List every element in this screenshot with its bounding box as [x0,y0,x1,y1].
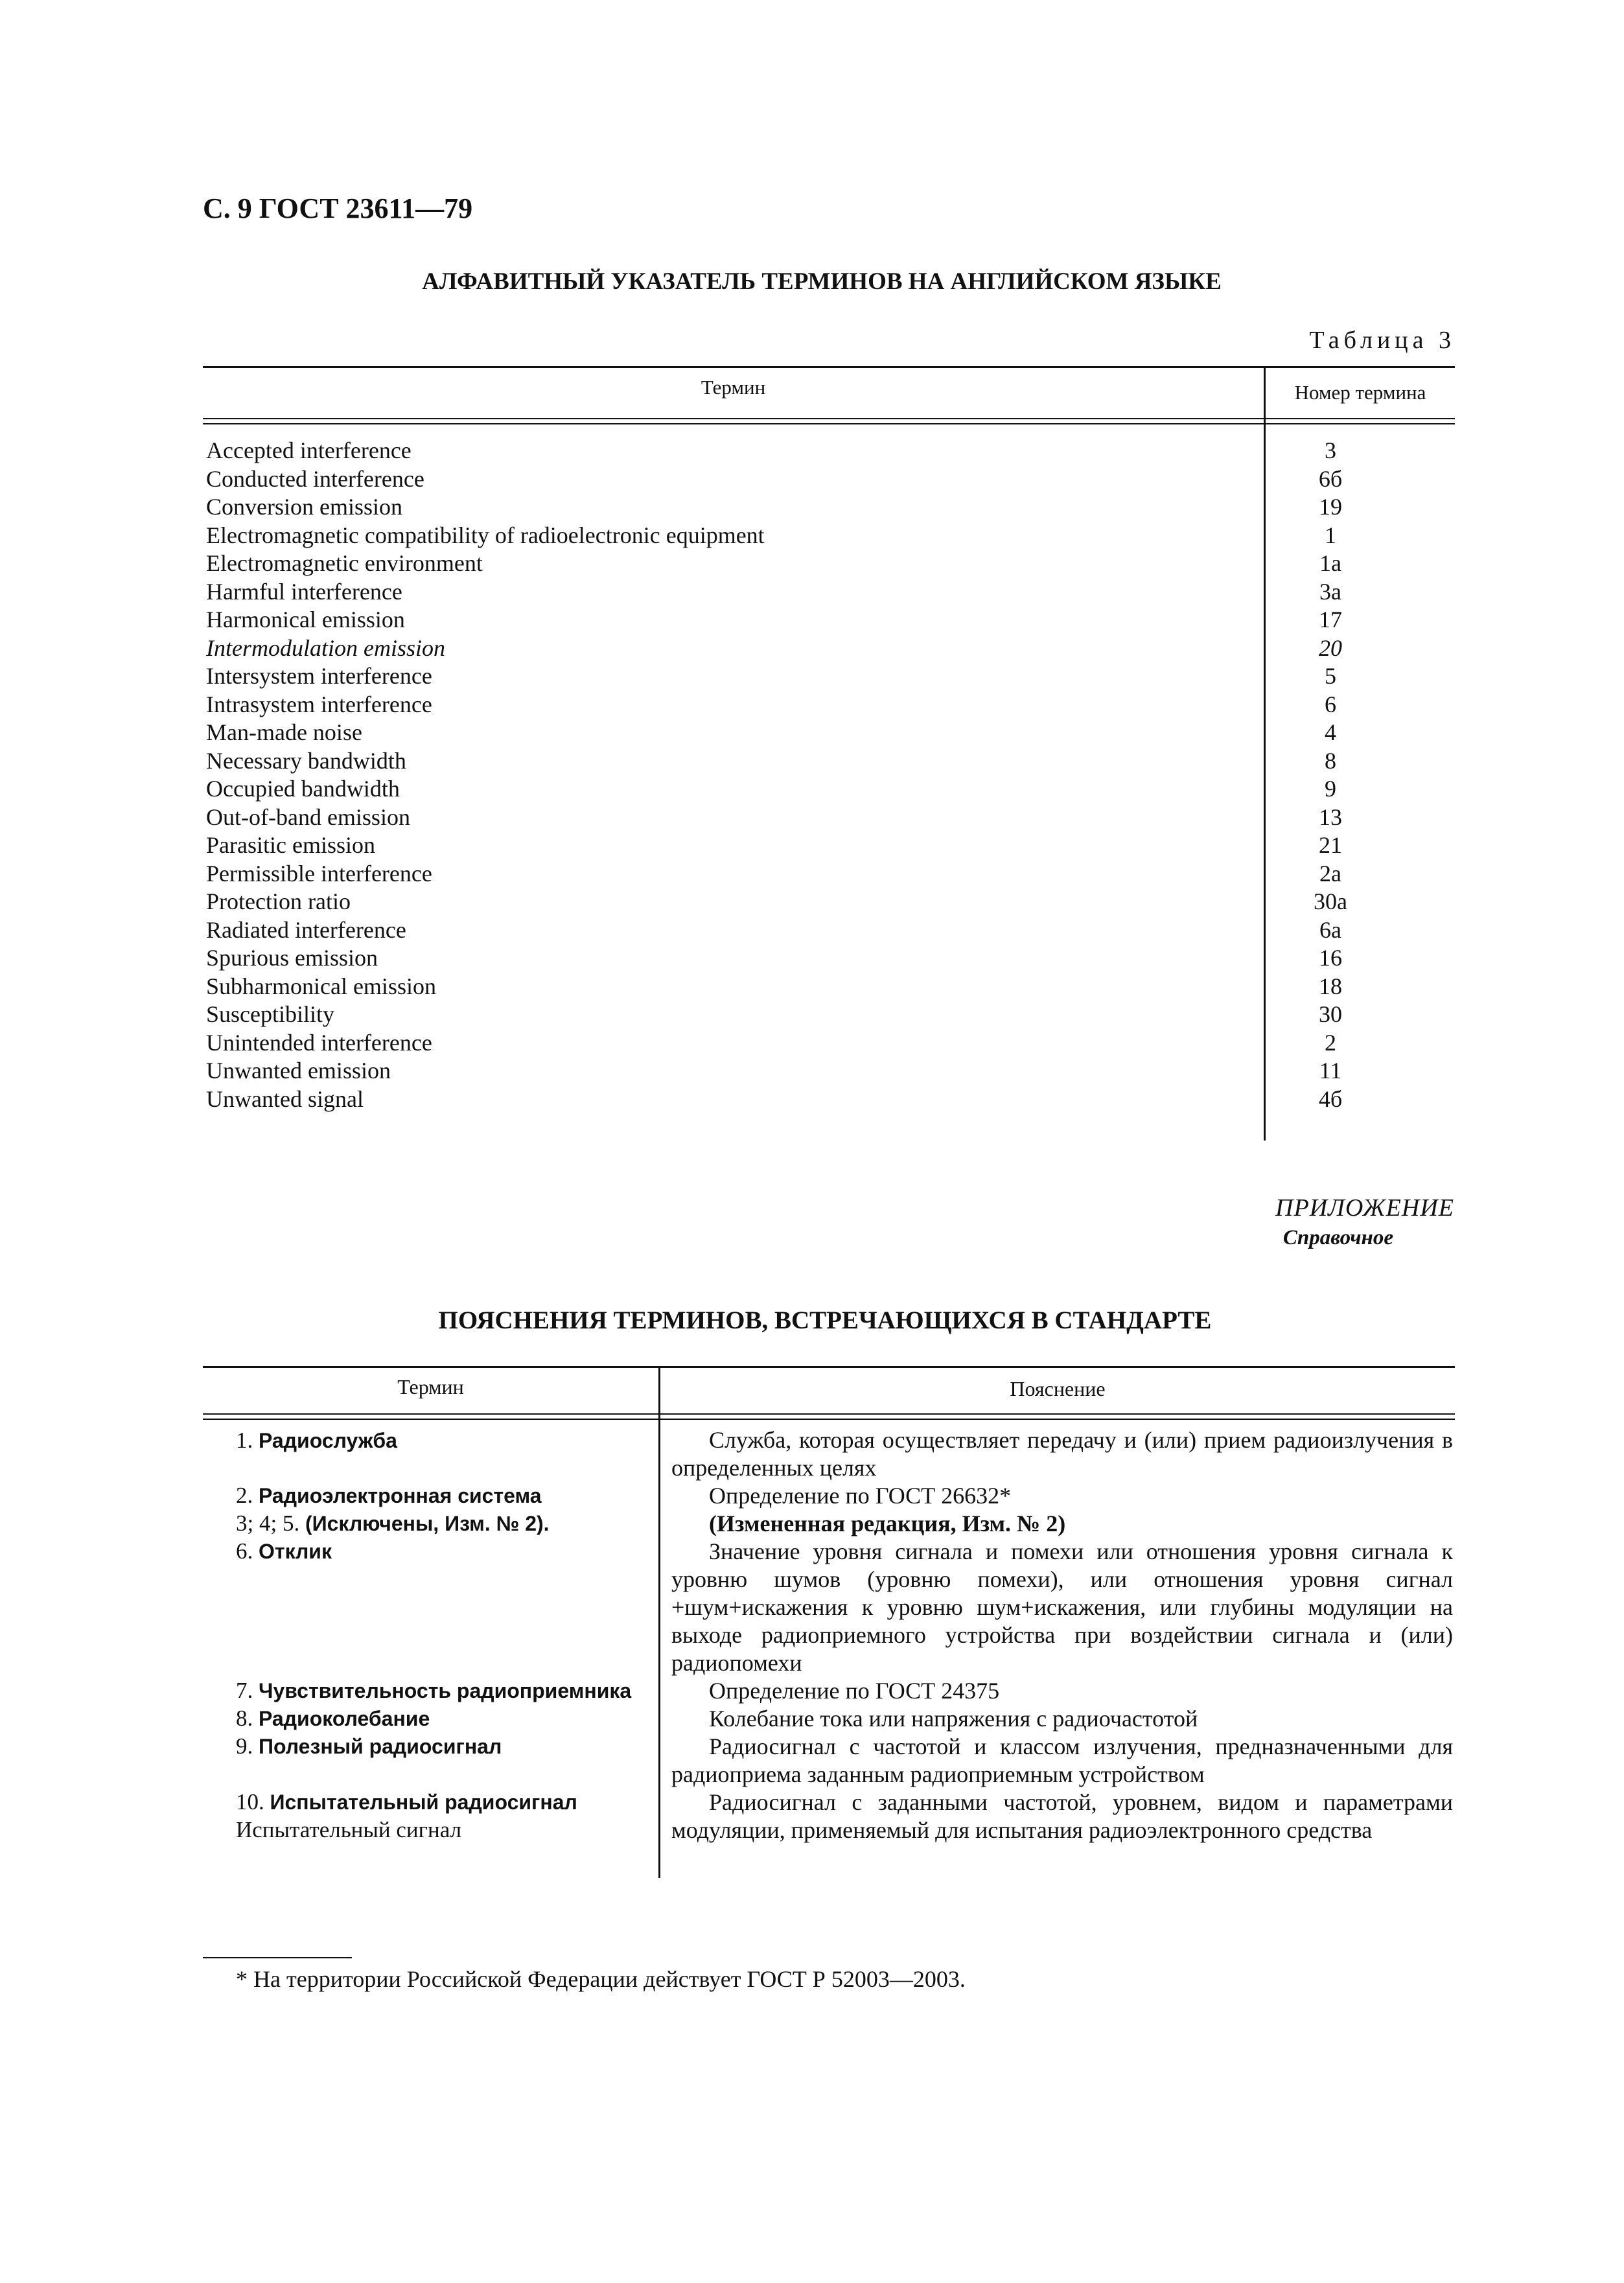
table-row-term: Susceptibility [206,1001,334,1027]
table3-header-number: Номер термина [1294,381,1426,404]
table-row-number: 5 [1325,663,1336,689]
explanation-term [236,1538,332,1564]
table-row-term: Unwanted emission [206,1058,391,1084]
table-row-number: 17 [1319,607,1342,632]
explanation-term-alt: Испытательный сигнал [236,1817,462,1842]
explanation-text: Определение по ГОСТ 24375 [709,1678,1000,1704]
term-name: Чувствительность радиоприемника [259,1679,632,1702]
table-row-term: Electromagnetic compatibility of radioelectronic equipment [206,522,765,548]
table-row-number: 6б [1318,465,1343,492]
explanation-term [236,1789,577,1815]
footnote: * На территории Российской Федерации действует ГОСТ Р 52003—2003. [236,1966,966,1992]
table-label: Таблица 3 [1309,327,1456,354]
explanation-term [236,1706,430,1732]
term-number: 6. [236,1538,253,1564]
table-row-number: 21 [1319,832,1342,858]
table-row-term: Harmonical emission [206,607,405,632]
table-row-number: 4б [1318,1085,1343,1112]
index-title: АЛФАВИТНЫЙ УКАЗАТЕЛЬ ТЕРМИНОВ НА АНГЛИЙСКОМ ЯЗЫКЕ [422,268,1222,295]
table3-header-rule [203,418,1455,424]
explanation-term [236,1428,397,1454]
explanation-term [236,1733,502,1759]
term-name: Испытательный радиосигнал [270,1790,577,1814]
table-row-term: Conversion emission [206,494,402,520]
table-row-number: 6а [1319,916,1341,943]
explanation-term [236,1483,542,1509]
table-row-term: Electromagnetic environment [206,550,483,576]
table-row-number: 6 [1325,691,1336,717]
table-row-term: Occupied bandwidth [206,776,400,802]
table-row-term: Out-of-band emission [206,804,410,830]
table-row-term: Intrasystem interference [206,691,432,717]
table-row-term: Permissible interference [206,860,432,887]
table-row-term: Intermodulation emission [206,634,445,661]
explanations-column-divider [658,1366,660,1878]
table-row-number: 2а [1319,860,1341,887]
table-row-number: 1 [1325,522,1336,548]
table-row-term: Protection ratio [206,888,351,914]
table3-header-term: Термин [701,376,766,399]
explanation-term [236,1678,631,1704]
term-number: 2. [236,1483,253,1508]
term-name: Радиоколебание [259,1707,430,1730]
explanations-header-term: Термин [397,1375,464,1398]
term-name: Отклик [259,1540,332,1563]
term-name: Радиоэлектронная система [259,1484,542,1507]
table-row-number: 9 [1325,776,1336,802]
table-row-term: Intersystem interference [206,663,432,689]
appendix-sublabel: Справочное [1282,1226,1393,1249]
table-row-term: Radiated interference [206,916,406,943]
appendix-label: ПРИЛОЖЕНИЕ [1275,1194,1454,1222]
explanations-header-rule [203,1413,1455,1420]
term-number: 1. [236,1428,253,1453]
explanation-text: Колебание тока или напряжения с радиочастотой [709,1706,1198,1732]
table3-numbers [1266,437,1395,1113]
table-row-number: 4 [1325,719,1336,745]
table-row-term: Unintended interference [206,1029,432,1056]
table-row-term: Necessary bandwidth [206,747,406,774]
table-row-number: 11 [1319,1058,1342,1084]
explanation-text: Определение по ГОСТ 26632* [709,1483,1012,1509]
table-row-number: 30а [1314,888,1347,914]
explanations-top-rule [203,1366,1455,1368]
table-row-number: 16 [1319,945,1342,971]
term-name: (Исключены, Изм. № 2). [305,1512,550,1535]
table-row-term: Accepted interference [206,437,412,463]
term-number: 10. [236,1789,264,1814]
table-row-number: 3 [1325,437,1336,463]
table-row-number: 19 [1319,494,1342,520]
table-row-term: Spurious emission [206,945,378,971]
table-row-number: 8 [1325,747,1336,774]
table-row-number: 18 [1319,973,1342,999]
term-number: 7. [236,1678,253,1703]
term-name: Полезный радиосигнал [259,1735,502,1758]
table-row-number: 1а [1319,550,1341,576]
table-row-number: 20 [1319,634,1342,661]
explanation-text: Радиосигнал с заданными частотой, уровнем, видом и параметрами модуляции, применяемый для испытания радиоэлектронного средства [671,1789,1453,1843]
term-number: 3; 4; 5. [236,1511,300,1536]
table3-terms [206,437,1262,1113]
table-row-term: Harmful interference [206,578,402,605]
table-row-number: 3а [1319,578,1341,605]
explanation-text: Значение уровня сигнала и помехи или отношения уровня сигнала к уровню шумов (уровню помехи), или отношения уровня сигнал +шум+искажения к уровню шум+искажения, или глубины модуляции на выходе радиоприемного устройства при воздействии сигнала и (или) радиопомехи [671,1538,1453,1676]
term-number: 8. [236,1706,253,1731]
term-name: Радиослужба [259,1429,397,1452]
explanation-text: Радиосигнал с частотой и классом излучения, предназначенными для радиоприема заданным радиоприемным устройством [671,1733,1453,1787]
table-row-number: 13 [1319,804,1342,830]
explanation-text: Служба, которая осуществляет передачу и (или) прием радиоизлучения в определенных целях [671,1427,1453,1481]
explanations-header-explanation: Пояснение [1010,1377,1106,1400]
explanations-title: ПОЯСНЕНИЯ ТЕРМИНОВ, ВСТРЕЧАЮЩИХСЯ В СТАНДАРТЕ [438,1306,1212,1334]
table-row-number: 30 [1319,1001,1342,1027]
table-row-term: Conducted interference [206,465,424,492]
table-row-number: 2 [1325,1029,1336,1056]
table-row-term: Unwanted signal [206,1085,364,1112]
page-reference: С. 9 ГОСТ 23611—79 [203,192,473,224]
explanation-term [236,1511,550,1536]
footnote-rule [203,1957,352,1958]
table-row-term: Man-made noise [206,719,362,745]
table-row-term: Parasitic emission [206,832,375,858]
explanation-text: (Измененная редакция, Изм. № 2) [709,1511,1066,1536]
table3-top-rule [203,366,1455,368]
table-row-term: Subharmonical emission [206,973,436,999]
term-number: 9. [236,1733,253,1759]
